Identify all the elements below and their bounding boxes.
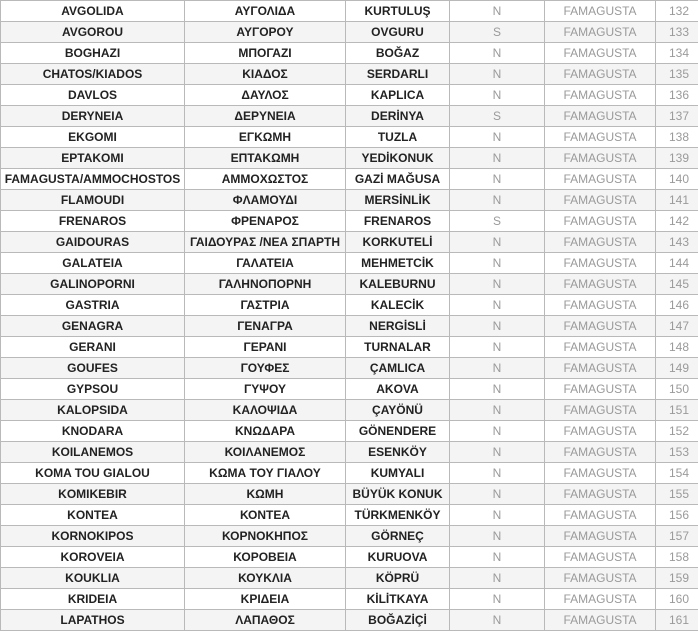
turkish-name-cell: MERSİNLİK xyxy=(346,190,450,211)
number-cell: 140 xyxy=(656,169,698,190)
table-row xyxy=(1,610,698,631)
english-name-cell: AVGOLIDA xyxy=(1,1,185,22)
table-row xyxy=(1,85,698,106)
number-cell: 148 xyxy=(656,337,698,358)
number-cell: 158 xyxy=(656,547,698,568)
greek-name-cell: ΚΑΛΟΨΙΔΑ xyxy=(185,400,346,421)
turkish-name-cell: KUMYALI xyxy=(346,463,450,484)
zone-cell: N xyxy=(450,169,545,190)
table-row xyxy=(1,1,698,22)
number-cell: 139 xyxy=(656,148,698,169)
english-name-cell: KRIDEIA xyxy=(1,589,185,610)
turkish-name-cell: BOĞAZ xyxy=(346,43,450,64)
greek-name-cell: ΓΑΙΔΟΥΡΑΣ /ΝΕΑ ΣΠΑΡΤΗ xyxy=(185,232,346,253)
district-cell: FAMAGUSTA xyxy=(545,358,656,379)
zone-cell: N xyxy=(450,337,545,358)
table-row xyxy=(1,442,698,463)
greek-name-cell: ΑΥΓΟΡΟΥ xyxy=(185,22,346,43)
greek-name-cell: ΓΑΣΤΡΙΑ xyxy=(185,295,346,316)
greek-name-cell: ΕΠΤΑΚΩΜΗ xyxy=(185,148,346,169)
greek-name-cell: ΚΩΜΗ xyxy=(185,484,346,505)
district-cell: FAMAGUSTA xyxy=(545,64,656,85)
district-cell: FAMAGUSTA xyxy=(545,190,656,211)
number-cell: 143 xyxy=(656,232,698,253)
english-name-cell: GASTRIA xyxy=(1,295,185,316)
table-row xyxy=(1,169,698,190)
english-name-cell: KOROVEIA xyxy=(1,547,185,568)
number-cell: 137 xyxy=(656,106,698,127)
district-cell: FAMAGUSTA xyxy=(545,526,656,547)
number-cell: 149 xyxy=(656,358,698,379)
greek-name-cell: ΑΜΜΟΧΩΣΤΟΣ xyxy=(185,169,346,190)
turkish-name-cell: SERDARLI xyxy=(346,64,450,85)
english-name-cell: GYPSOU xyxy=(1,379,185,400)
table-row xyxy=(1,589,698,610)
english-name-cell: FAMAGUSTA/AMMOCHOSTOS xyxy=(1,169,185,190)
turkish-name-cell: GÖNENDERE xyxy=(346,421,450,442)
greek-name-cell: ΚΟΙΛΑΝΕΜΟΣ xyxy=(185,442,346,463)
table-row xyxy=(1,400,698,421)
english-name-cell: GAIDOURAS xyxy=(1,232,185,253)
zone-cell: N xyxy=(450,379,545,400)
district-cell: FAMAGUSTA xyxy=(545,547,656,568)
turkish-name-cell: ESENKÖY xyxy=(346,442,450,463)
turkish-name-cell: KÖPRÜ xyxy=(346,568,450,589)
district-cell: FAMAGUSTA xyxy=(545,400,656,421)
english-name-cell: LAPATHOS xyxy=(1,610,185,631)
zone-cell: N xyxy=(450,295,545,316)
greek-name-cell: ΚΟΥΚΛΙΑ xyxy=(185,568,346,589)
table-row xyxy=(1,295,698,316)
number-cell: 133 xyxy=(656,22,698,43)
turkish-name-cell: BÜYÜK KONUK xyxy=(346,484,450,505)
zone-cell: N xyxy=(450,463,545,484)
english-name-cell: KOILANEMOS xyxy=(1,442,185,463)
number-cell: 152 xyxy=(656,421,698,442)
zone-cell: N xyxy=(450,568,545,589)
number-cell: 142 xyxy=(656,211,698,232)
table-row xyxy=(1,148,698,169)
district-cell: FAMAGUSTA xyxy=(545,484,656,505)
number-cell: 151 xyxy=(656,400,698,421)
greek-name-cell: ΚΩΜΑ ΤΟΥ ΓΙΑΛΟΥ xyxy=(185,463,346,484)
district-cell: FAMAGUSTA xyxy=(545,337,656,358)
table-row xyxy=(1,379,698,400)
table-row xyxy=(1,190,698,211)
district-cell: FAMAGUSTA xyxy=(545,505,656,526)
english-name-cell: FRENAROS xyxy=(1,211,185,232)
number-cell: 150 xyxy=(656,379,698,400)
english-name-cell: GALATEIA xyxy=(1,253,185,274)
number-cell: 138 xyxy=(656,127,698,148)
turkish-name-cell: NERGİSLİ xyxy=(346,316,450,337)
district-cell: FAMAGUSTA xyxy=(545,610,656,631)
turkish-name-cell: MEHMETCİK xyxy=(346,253,450,274)
district-cell: FAMAGUSTA xyxy=(545,22,656,43)
turkish-name-cell: KALEBURNU xyxy=(346,274,450,295)
district-cell: FAMAGUSTA xyxy=(545,463,656,484)
district-cell: FAMAGUSTA xyxy=(545,295,656,316)
turkish-name-cell: KİLİTKAYA xyxy=(346,589,450,610)
turkish-name-cell: TURNALAR xyxy=(346,337,450,358)
turkish-name-cell: KAPLICA xyxy=(346,85,450,106)
district-cell: FAMAGUSTA xyxy=(545,253,656,274)
turkish-name-cell: OVGURU xyxy=(346,22,450,43)
zone-cell: N xyxy=(450,484,545,505)
number-cell: 160 xyxy=(656,589,698,610)
district-cell: FAMAGUSTA xyxy=(545,421,656,442)
english-name-cell: GERANI xyxy=(1,337,185,358)
turkish-name-cell: KALECİK xyxy=(346,295,450,316)
turkish-name-cell: KORKUTELİ xyxy=(346,232,450,253)
number-cell: 156 xyxy=(656,505,698,526)
greek-name-cell: ΜΠΟΓΑΖΙ xyxy=(185,43,346,64)
table-row xyxy=(1,253,698,274)
english-name-cell: KOMIKEBIR xyxy=(1,484,185,505)
greek-name-cell: ΔΑΥΛΟΣ xyxy=(185,85,346,106)
turkish-name-cell: FRENAROS xyxy=(346,211,450,232)
zone-cell: N xyxy=(450,526,545,547)
turkish-name-cell: KURTULUŞ xyxy=(346,1,450,22)
number-cell: 147 xyxy=(656,316,698,337)
english-name-cell: DERYNEIA xyxy=(1,106,185,127)
table-row xyxy=(1,526,698,547)
greek-name-cell: ΛΑΠΑΘΟΣ xyxy=(185,610,346,631)
greek-name-cell: ΚΡΙΔΕΙΑ xyxy=(185,589,346,610)
greek-name-cell: ΚΟΡΟΒΕΙΑ xyxy=(185,547,346,568)
english-name-cell: KORNOKIPOS xyxy=(1,526,185,547)
district-cell: FAMAGUSTA xyxy=(545,568,656,589)
district-cell: FAMAGUSTA xyxy=(545,1,656,22)
number-cell: 161 xyxy=(656,610,698,631)
greek-name-cell: ΚΟΡΝΟΚΗΠΟΣ xyxy=(185,526,346,547)
greek-name-cell: ΚΙΑΔΟΣ xyxy=(185,64,346,85)
table-row xyxy=(1,22,698,43)
greek-name-cell: ΕΓΚΩΜΗ xyxy=(185,127,346,148)
turkish-name-cell: TUZLA xyxy=(346,127,450,148)
greek-name-cell: ΓΕΝΑΓΡΑ xyxy=(185,316,346,337)
number-cell: 159 xyxy=(656,568,698,589)
district-cell: FAMAGUSTA xyxy=(545,106,656,127)
number-cell: 145 xyxy=(656,274,698,295)
zone-cell: N xyxy=(450,547,545,568)
table-row xyxy=(1,547,698,568)
table-row xyxy=(1,127,698,148)
table-row xyxy=(1,106,698,127)
district-cell: FAMAGUSTA xyxy=(545,316,656,337)
district-cell: FAMAGUSTA xyxy=(545,274,656,295)
zone-cell: S xyxy=(450,106,545,127)
english-name-cell: KALOPSIDA xyxy=(1,400,185,421)
table-body xyxy=(1,1,698,631)
district-cell: FAMAGUSTA xyxy=(545,232,656,253)
table-row xyxy=(1,463,698,484)
district-cell: FAMAGUSTA xyxy=(545,148,656,169)
zone-cell: N xyxy=(450,442,545,463)
number-cell: 153 xyxy=(656,442,698,463)
zone-cell: N xyxy=(450,64,545,85)
english-name-cell: FLAMOUDI xyxy=(1,190,185,211)
turkish-name-cell: ÇAYÖNÜ xyxy=(346,400,450,421)
number-cell: 141 xyxy=(656,190,698,211)
greek-name-cell: ΦΡΕΝΑΡΟΣ xyxy=(185,211,346,232)
table-row xyxy=(1,232,698,253)
zone-cell: N xyxy=(450,358,545,379)
greek-name-cell: ΚΟΝΤΕΑ xyxy=(185,505,346,526)
english-name-cell: CHATOS/KIADOS xyxy=(1,64,185,85)
turkish-name-cell: GÖRNEÇ xyxy=(346,526,450,547)
number-cell: 146 xyxy=(656,295,698,316)
zone-cell: N xyxy=(450,505,545,526)
english-name-cell: GENAGRA xyxy=(1,316,185,337)
english-name-cell: AVGOROU xyxy=(1,22,185,43)
number-cell: 134 xyxy=(656,43,698,64)
turkish-name-cell: BOĞAZİÇİ xyxy=(346,610,450,631)
zone-cell: N xyxy=(450,1,545,22)
district-cell: FAMAGUSTA xyxy=(545,442,656,463)
district-cell: FAMAGUSTA xyxy=(545,379,656,400)
greek-name-cell: ΑΥΓΟΛΙΔΑ xyxy=(185,1,346,22)
english-name-cell: EKGOMI xyxy=(1,127,185,148)
zone-cell: N xyxy=(450,85,545,106)
zone-cell: N xyxy=(450,610,545,631)
number-cell: 135 xyxy=(656,64,698,85)
greek-name-cell: ΓΥΨΟΥ xyxy=(185,379,346,400)
number-cell: 155 xyxy=(656,484,698,505)
table-row xyxy=(1,421,698,442)
table-row xyxy=(1,358,698,379)
number-cell: 157 xyxy=(656,526,698,547)
turkish-name-cell: KURUOVA xyxy=(346,547,450,568)
district-cell: FAMAGUSTA xyxy=(545,127,656,148)
zone-cell: N xyxy=(450,190,545,211)
district-cell: FAMAGUSTA xyxy=(545,169,656,190)
turkish-name-cell: AKOVA xyxy=(346,379,450,400)
zone-cell: S xyxy=(450,211,545,232)
greek-name-cell: ΚΝΩΔΑΡΑ xyxy=(185,421,346,442)
english-name-cell: KONTEA xyxy=(1,505,185,526)
district-cell: FAMAGUSTA xyxy=(545,589,656,610)
district-cell: FAMAGUSTA xyxy=(545,85,656,106)
english-name-cell: GALINOPORNI xyxy=(1,274,185,295)
zone-cell: N xyxy=(450,127,545,148)
table-row xyxy=(1,484,698,505)
table-row xyxy=(1,568,698,589)
english-name-cell: GOUFES xyxy=(1,358,185,379)
zone-cell: N xyxy=(450,274,545,295)
number-cell: 132 xyxy=(656,1,698,22)
district-cell: FAMAGUSTA xyxy=(545,43,656,64)
zone-cell: S xyxy=(450,22,545,43)
greek-name-cell: ΓΑΛΑΤΕΙΑ xyxy=(185,253,346,274)
greek-name-cell: ΓΕΡΑΝΙ xyxy=(185,337,346,358)
zone-cell: N xyxy=(450,43,545,64)
zone-cell: N xyxy=(450,400,545,421)
turkish-name-cell: DERİNYA xyxy=(346,106,450,127)
turkish-name-cell: GAZİ MAĞUSA xyxy=(346,169,450,190)
greek-name-cell: ΓΟΥΦΕΣ xyxy=(185,358,346,379)
english-name-cell: EPTAKOMI xyxy=(1,148,185,169)
turkish-name-cell: TÜRKMENKÖY xyxy=(346,505,450,526)
number-cell: 144 xyxy=(656,253,698,274)
zone-cell: N xyxy=(450,253,545,274)
english-name-cell: KOUKLIA xyxy=(1,568,185,589)
english-name-cell: BOGHAZI xyxy=(1,43,185,64)
zone-cell: N xyxy=(450,232,545,253)
greek-name-cell: ΦΛΑΜΟΥΔΙ xyxy=(185,190,346,211)
table-row xyxy=(1,337,698,358)
table-row xyxy=(1,211,698,232)
turkish-name-cell: ÇAMLICA xyxy=(346,358,450,379)
table-row xyxy=(1,316,698,337)
english-name-cell: KNODARA xyxy=(1,421,185,442)
english-name-cell: KOMA TOU GIALOU xyxy=(1,463,185,484)
greek-name-cell: ΔΕΡΥΝΕΙΑ xyxy=(185,106,346,127)
greek-name-cell: ΓΑΛΗΝΟΠΟΡΝΗ xyxy=(185,274,346,295)
table-row xyxy=(1,274,698,295)
table-row xyxy=(1,43,698,64)
zone-cell: N xyxy=(450,148,545,169)
turkish-name-cell: YEDİKONUK xyxy=(346,148,450,169)
number-cell: 154 xyxy=(656,463,698,484)
zone-cell: N xyxy=(450,589,545,610)
table-row xyxy=(1,64,698,85)
zone-cell: N xyxy=(450,316,545,337)
zone-cell: N xyxy=(450,421,545,442)
district-cell: FAMAGUSTA xyxy=(545,211,656,232)
table-row xyxy=(1,505,698,526)
english-name-cell: DAVLOS xyxy=(1,85,185,106)
number-cell: 136 xyxy=(656,85,698,106)
